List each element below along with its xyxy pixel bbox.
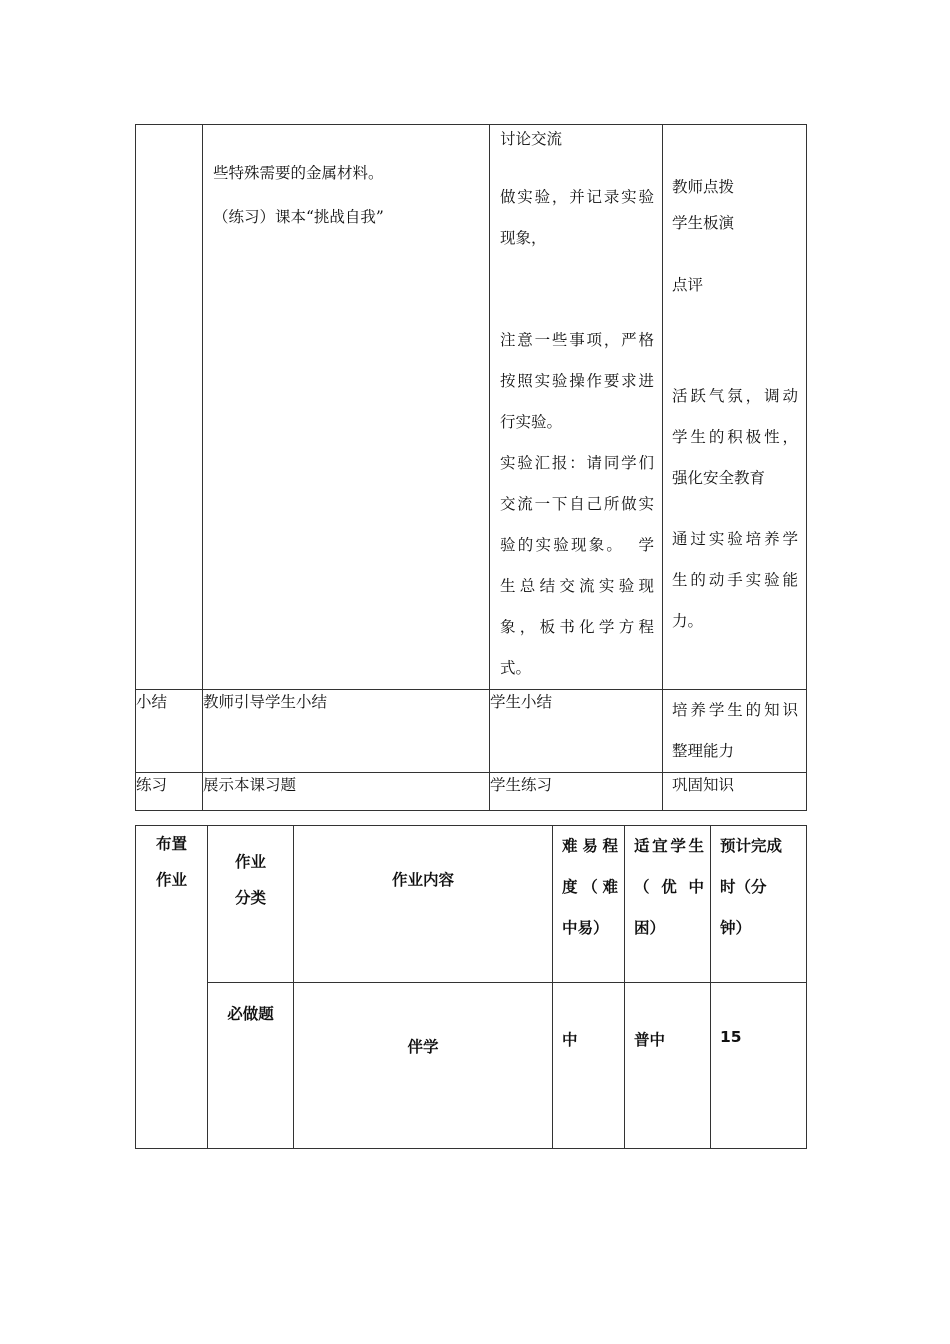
homework-table (135, 825, 807, 1149)
intent-text-line: 培养学生的知识 (672, 701, 798, 719)
students-text: 普中 (634, 1031, 666, 1049)
intent-text-line: 点评 (672, 276, 704, 294)
time-header (711, 826, 807, 983)
difficulty-header-line: 中易） (562, 919, 609, 937)
student-text-line: 现象， (500, 229, 547, 247)
student-text-line: 按照实验操作要求进 (500, 372, 654, 390)
category-header-line: 作业 (234, 853, 266, 871)
difficulty-header-line: 难易程 (562, 837, 618, 855)
assign-label: 作业 (155, 871, 187, 889)
table-row (136, 983, 807, 1149)
table-row (136, 826, 807, 983)
intent-text-line: 学生板演 (672, 214, 735, 232)
stage-cell: 小结 (136, 690, 203, 773)
student-activity-cell (490, 125, 663, 690)
table-row (136, 773, 807, 811)
teacher-text-line: （练习）课本“挑战自我” (213, 208, 384, 226)
category-header-line: 分类 (234, 889, 266, 907)
difficulty-cell (553, 983, 625, 1149)
teacher-activity-cell (203, 125, 490, 690)
teacher-text-line: 些特殊需要的金属材料。 (213, 164, 384, 182)
time-header-line: 时（分 (720, 878, 767, 896)
intent-text-line: 强化安全教育 (672, 469, 766, 487)
intent-text-line: 通过实验培养学 (672, 530, 798, 548)
teacher-activity-cell: 教师引导学生小结 (203, 690, 490, 773)
content-text: 伴学 (407, 1038, 439, 1056)
content-header-text: 作业内容 (391, 871, 454, 889)
assign-label: 布置 (155, 835, 187, 853)
content-cell (294, 983, 553, 1149)
student-text-line: 注意一些事项，严格 (500, 331, 654, 349)
difficulty-header (553, 826, 625, 983)
difficulty-text: 中 (562, 1031, 578, 1049)
student-text-line: 行实验。 (500, 413, 563, 431)
lesson-process-table (135, 124, 807, 811)
table-row (136, 690, 807, 773)
student-text-line: 验的实验现象。 学 (500, 536, 654, 554)
time-header-line: 预计完成 (720, 837, 783, 855)
students-header-line: 困） (634, 919, 666, 937)
students-cell (625, 983, 711, 1149)
student-text-line: 式。 (500, 659, 532, 677)
content-header (294, 826, 553, 983)
student-text-line: 实验汇报：请同学们 (500, 454, 654, 472)
stage-cell (136, 125, 203, 690)
category-text: 必做题 (227, 1005, 274, 1023)
intent-text-line: 力。 (672, 612, 704, 630)
students-header (625, 826, 711, 983)
intent-text-line: 活跃气氛，调动 (672, 387, 798, 405)
student-text-line: 讨论交流 (500, 130, 563, 148)
design-intent-cell (663, 125, 807, 690)
difficulty-header-line: 度（难 (562, 878, 618, 896)
category-cell (208, 983, 294, 1149)
design-intent-cell: 巩固知识 (663, 773, 807, 811)
intent-text-line: 生的动手实验能 (672, 571, 798, 589)
stage-cell: 练习 (136, 773, 203, 811)
assign-homework-cell (136, 826, 208, 1149)
student-text-line: 做实验，并记录实验 (500, 188, 654, 206)
table-row (136, 125, 807, 690)
time-cell (711, 983, 807, 1149)
intent-text-line: 整理能力 (672, 742, 735, 760)
student-activity-cell: 学生练习 (490, 773, 663, 811)
intent-text-line: 学生的积极性， (672, 428, 798, 446)
teacher-activity-cell: 展示本课习题 (203, 773, 490, 811)
students-header-line: 适宜学生 (634, 837, 704, 855)
student-text-line: 生总结交流实验现 (500, 577, 654, 595)
student-activity-cell: 学生小结 (490, 690, 663, 773)
intent-text-line: 教师点拨 (672, 178, 735, 196)
design-intent-cell (663, 690, 807, 773)
category-header (208, 826, 294, 983)
time-text: 15 (720, 1028, 742, 1046)
students-header-line: （优中 (634, 878, 704, 896)
student-text-line: 象，板书化学方程 (500, 618, 654, 636)
student-text-line: 交流一下自己所做实 (500, 495, 654, 513)
time-header-line: 钟） (720, 919, 752, 937)
